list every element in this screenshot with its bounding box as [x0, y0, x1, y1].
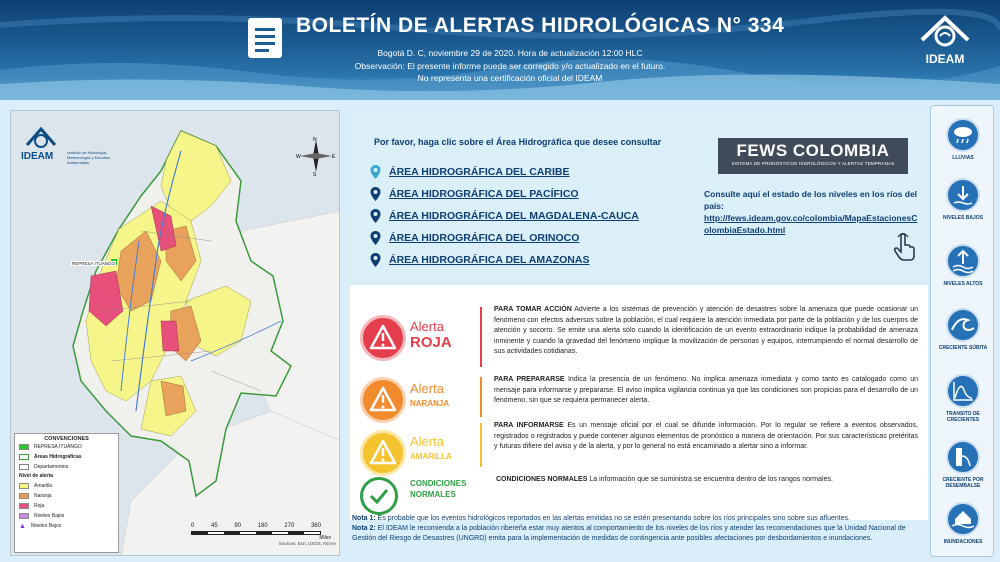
wave-icon — [948, 310, 978, 340]
legend-roja: Roja — [15, 501, 118, 511]
ideam-mini-icon — [21, 123, 61, 151]
update-date: Bogotá D. C, noviembre 29 de 2020. Hora de actualización 12:00 HLC — [377, 48, 643, 58]
ideam-logo[interactable] — [910, 10, 980, 68]
location-pin-icon — [370, 209, 381, 223]
ideam-logo-text: IDEAM — [925, 52, 965, 66]
areas-hint: Por favor, haga clic sobre el Área Hidrográfica que desee consultar — [374, 137, 662, 147]
fews-link[interactable]: http://fews.ideam.gov.co/colombia/MapaEstacionesColombiaEstado.html — [704, 213, 918, 235]
check-icon — [360, 477, 398, 515]
compass-e: E — [332, 154, 336, 160]
link-area-caribe[interactable]: ÁREA HIDROGRÁFICA DEL CARIBE — [370, 162, 569, 182]
compass-s: S — [313, 172, 317, 176]
pointer-hand-icon — [892, 232, 916, 262]
map-scale-bar: 0 45 90 180 270 360 Miles Sources: Esri, USGS, NOAA — [191, 523, 336, 546]
alert-naranja-badge: Alerta NARANJA — [360, 377, 470, 425]
note-1: Nota 1: Es probable que los eventos hidrológicos reportados en las alertas emitidas no se estén presentando sobre los ríos principales sino sobre sus afluentes. — [352, 515, 851, 522]
alert-naranja-text: PARA PREPARARSE Indica la presencia de un fenómeno. No implica amenaza inmediata y como tanto es catalogado como un mensaje para informarse y prepararse. El aviso implica vigilancia continua ya que las condiciones son propicias para el desarrollo de un fenómeno, sin que se requiera permanecer alerta. — [494, 376, 918, 404]
warning-icon — [360, 430, 406, 476]
ideam-logo-icon — [910, 10, 980, 52]
alert-normales-text: CONDICIONES NORMALES La información que se suministra se encuentra dentro de los rangos normales. — [496, 476, 833, 483]
divider-roja — [480, 307, 482, 367]
legend-areas: Áreas Hidrográficas — [15, 452, 118, 462]
compass-n: N — [313, 137, 317, 143]
divider-naranja — [480, 377, 482, 417]
represa-label: REPRESA ITUANGO — [72, 261, 116, 266]
legend-niveles-bajos-point: ▲ Niveles Bajos — [19, 522, 62, 530]
alert-map[interactable] — [10, 110, 340, 556]
up-arrow-water-icon — [948, 246, 978, 276]
compass-w: W — [296, 154, 301, 160]
warning-icon — [360, 377, 406, 423]
sidebar-item-niveles-altos[interactable]: NIVELES ALTOS — [931, 244, 995, 287]
document-icon — [248, 18, 282, 58]
fews-description: Consulte aquí el estado de los niveles en los ríos del país: http://fews.ideam.gov.co/colombia/MapaEstacionesColombiaEstado.html — [704, 188, 926, 236]
location-pin-icon — [370, 187, 381, 201]
sidebar-item-niveles-bajos[interactable]: NIVELES BAJOS — [931, 178, 995, 221]
alert-normales-badge: CONDICIONES NORMALES — [360, 477, 470, 525]
link-area-orinoco[interactable]: ÁREA HIDROGRÁFICA DEL ORINOCO — [370, 228, 579, 248]
down-arrow-water-icon — [948, 180, 978, 210]
hydrograph-icon — [948, 376, 978, 406]
warning-icon — [360, 315, 406, 361]
sidebar-item-transito-crecientes[interactable]: TRANSITO DE CRECIENTES — [931, 374, 995, 423]
alert-amarilla-badge: Alerta AMARILLA — [360, 430, 470, 478]
fews-colombia-logo[interactable]: FEWS COLOMBIA SISTEMA DE PRONÓSTICOS HIDROLÓGICOS Y ALERTAS TEMPRANAS — [718, 138, 908, 174]
link-area-amazonas[interactable]: ÁREA HIDROGRÁFICA DEL AMAZONAS — [370, 250, 589, 270]
flooded-house-icon — [948, 504, 978, 534]
fews-panel — [695, 110, 928, 280]
phenomena-sidebar — [930, 105, 994, 557]
legend-title: CONVENCIONES — [44, 436, 89, 442]
map-legend — [14, 433, 119, 553]
sidebar-item-creciente-desembalse[interactable]: CRECIENTE POR DESEMBALSE — [931, 440, 995, 489]
location-pin-icon — [370, 231, 381, 245]
map-logo-text: IDEAM — [21, 151, 54, 162]
sidebar-item-creciente-subita[interactable]: CRECIENTE SÚBITA — [931, 308, 995, 351]
bulletin-title: BOLETÍN DE ALERTAS HIDROLÓGICAS N° 334 — [296, 14, 785, 37]
location-pin-icon — [370, 253, 381, 267]
alert-roja-text: PARA TOMAR ACCIÓN Advierte a los sistemas de prevención y atención de desastres sobre la amenaza que puede ocasionar un fenómeno con efectos adversos sobre la población, el cual requiere la atención inmediata por parte de la población y de los cuerpos de atención y socorro. Se emite una alerta sólo cuando la identificación de un evento extraordinario indique la probabilidad de amenaza inminente y cuando la gravedad del fenómeno implique la movilización de personas y equipos, interrumpiendo el normal desarrollo de sus actividades cotidianas. — [494, 306, 918, 355]
map-ideam-logo — [21, 123, 121, 173]
dam-icon — [948, 442, 978, 472]
alert-levels-section — [350, 285, 928, 520]
certification-note: No representa una certificación oficial del IDEAM — [417, 73, 603, 83]
hydro-areas-panel — [350, 110, 695, 280]
compass-rose-icon — [296, 136, 336, 176]
legend-amarilla: Amarilla — [15, 481, 118, 491]
link-area-pacifico[interactable]: ÁREA HIDROGRÁFICA DEL PACÍFICO — [370, 184, 579, 204]
header-banner — [0, 0, 1000, 100]
observation-note: Observación: El presente informe puede ser corregido y/o actualizado en el futuro. — [354, 61, 666, 71]
map-institute-text: Instituto de Hidrología, Meteorología y Estudios Ambientales — [67, 150, 110, 165]
rain-cloud-icon — [948, 120, 978, 150]
notes-section — [352, 514, 927, 544]
divider-amarilla — [480, 423, 482, 467]
alert-roja-badge: Alerta ROJA — [360, 315, 470, 363]
legend-departamentos: Departamentos — [15, 462, 118, 472]
sidebar-item-lluvias[interactable]: LLUVIAS — [931, 118, 995, 161]
legend-represa: REPRESA ITUANGO — [15, 442, 118, 452]
legend-niveles-bajos: Niveles Bajos — [15, 511, 118, 521]
note-2: Nota 2: El IDEAM le recomienda a la población ribereña estar muy atentos al comportamiento de los niveles de los ríos y atender las recomendaciones que la Unidad Nacional de Gestión del Riesgo de Desastres (UNGRD) emita para la implementación de medidas de contingencia ante posibles afectaciones por desbordamientos e inundaciones. — [352, 525, 906, 542]
sidebar-item-inundaciones[interactable]: INUNDACIONES — [931, 502, 995, 545]
legend-nivel-title: Nivel de alerta — [19, 473, 53, 479]
link-area-magdalena-cauca[interactable]: ÁREA HIDROGRÁFICA DEL MAGDALENA-CAUCA — [370, 206, 639, 226]
legend-naranja: Naranja — [15, 491, 118, 501]
alert-amarilla-text: PARA INFORMARSE Es un mensaje oficial por el cual se difunde información. Por lo regular se refiere a eventos observados, registrados o registrados y puede contener algunos elementos de pronóstico a manera de orientación. Por sus características pretéritas y futuras difiere del aviso y de la alerta, y por lo general no está encaminado a alertar sino a informar. — [494, 422, 918, 450]
location-pin-icon — [370, 165, 381, 179]
